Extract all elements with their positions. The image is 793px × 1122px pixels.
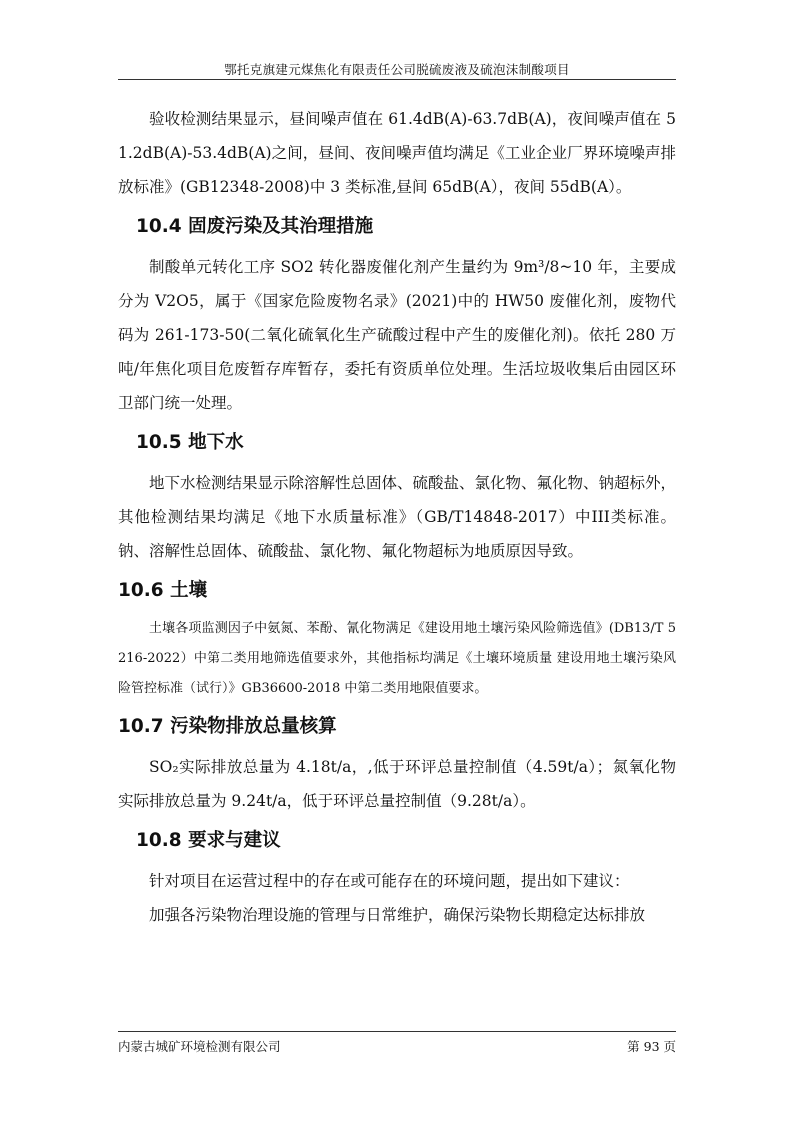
heading-10-4: 10.4 固废污染及其治理措施	[136, 216, 374, 237]
heading-10-6: 10.6 土壤	[118, 580, 208, 601]
heading-10-5: 10.5 地下水	[136, 432, 244, 453]
heading-10-7: 10.7 污染物排放总量核算	[118, 716, 337, 737]
footer-company: 内蒙古城矿环境检测有限公司	[118, 1039, 281, 1054]
page-header: 鄂托克旗建元煤焦化有限责任公司脱硫废液及硫泡沫制酸项目	[224, 62, 570, 77]
footer-rule	[118, 1031, 676, 1032]
paragraph-soil: 土壤各项监测因子中氨氮、苯酚、氰化物满足《建设用地土壤污染风险筛选值》(DB13/T 5216-2022）中第二类用地筛选值要求外，其他指标均满足《土壤环境质量 建设用地土壤污染风险管控标准（试行）》GB36600-2018 中第二类用地限值要求。	[118, 621, 676, 696]
footer-page-number: 第 93 页	[627, 1039, 676, 1054]
paragraph-suggestion-intro: 针对项目在运营过程中的存在或可能存在的环境问题，提出如下建议：	[149, 872, 630, 890]
paragraph-groundwater: 地下水检测结果显示除溶解性总固体、硫酸盐、氯化物、氟化物、钠超标外，其他检测结果均满足《地下水质量标准》（GB/T14848-2017）中III类标准。钠、溶解性总固体、硫酸盐、氯化物、氟化物超标为地质原因导致。	[118, 474, 677, 560]
paragraph-noise: 验收检测结果显示，昼间噪声值在 61.4dB(A)-63.7dB(A)，夜间噪声值在 51.2dB(A)-53.4dB(A)之间，昼间、夜间噪声值均满足《工业企业厂界环境噪声排放标准》(GB12348-2008)中 3 类标准,昼间 65dB(A），夜间 55dB(A）。	[118, 110, 676, 196]
header-rule	[118, 79, 676, 80]
heading-10-8: 10.8 要求与建议	[136, 830, 281, 851]
paragraph-solid-waste: 制酸单元转化工序 SO2 转化器废催化剂产生量约为 9m³/8~10 年，主要成分为 V2O5，属于《国家危险废物名录》(2021)中的 HW50 废催化剂，废物代码为 261-173-50(二氧化硫氧化生产硫酸过程中产生的废催化剂)。依托 280 万吨/年焦化项目危废暂存库暂存，委托有资质单位处理。生活垃圾收集后由园区环卫部门统一处理。	[118, 258, 676, 412]
page-footer	[118, 1037, 676, 1055]
paragraph-emission-total: SO₂实际排放总量为 4.18t/a，,低于环评总量控制值（4.59t/a）；氮氧化物实际排放总量为 9.24t/a，低于环评总量控制值（9.28t/a）。	[118, 758, 676, 810]
paragraph-suggestion-1: 加强各污染物治理设施的管理与日常维护，确保污染物长期稳定达标排放	[149, 906, 646, 924]
document-body	[118, 102, 676, 932]
